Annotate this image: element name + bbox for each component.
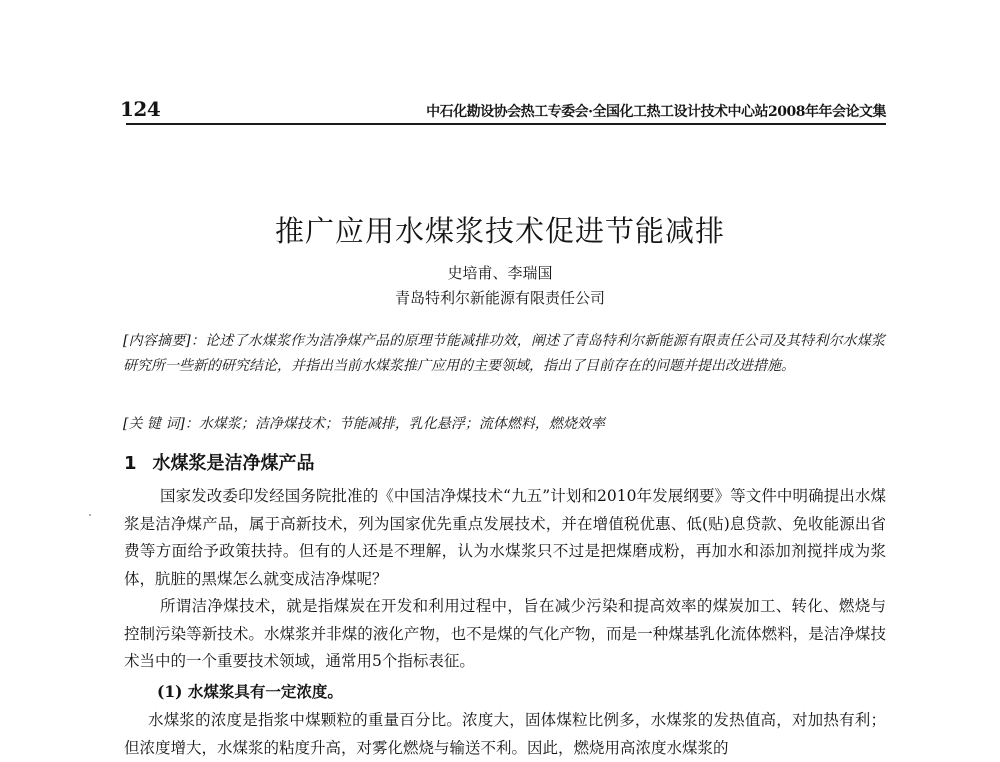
header-rule [126,123,886,125]
section-heading [124,449,315,475]
running-header: 中石化勘设协会热工专委会·全国化工热工设计技术中心站2008年年会论文集 [426,104,886,120]
affiliation: 青岛特利尔新能源有限责任公司 [394,289,605,307]
section-title: 水煤浆是洁净煤产品 [152,453,315,474]
article-title: 推广应用水煤浆技术促进节能减排 [274,214,725,248]
body-paragraph-3: 水煤浆的浓度是指浆中煤颗粒的重量百分比。浓度大，固体煤粒比例多，水煤浆的发热值高，对加热有利；但浓度增大，水煤浆的粘度升高，对雾化燃烧与输送不利。因此，燃烧用高浓度水煤浆的 [124,711,886,757]
authors: 史培甫、李瑞国 [447,264,553,282]
keywords-text: 水煤浆；洁净煤技术；节能减排，乳化悬浮；流体燃料，燃烧效率 [198,416,605,432]
body-paragraph-2: 所谓洁净煤技术，就是指煤炭在开发和利用过程中，旨在减少污染和提高效率的煤炭加工、转化、燃烧与控制污染等新技术。水煤浆并非煤的液化产物，也不是煤的气化产物，而是一种煤基乳化流体燃料，是洁净煤技术当中的一个重要技术领域，通常用5个指标表征。 [124,597,886,670]
section-number: 1 [124,453,137,474]
abstract-label: [内容摘要]： [123,333,206,349]
keywords-label: [关 键 词]： [123,416,199,432]
body-paragraph-1: 国家发改委印发经国务院批准的《中国洁净煤技术“九五”计划和2010年发展纲要》等文件中明确提出水煤浆是洁净煤产品，属于高新技术，列为国家优先重点发展技术，并在增值税优惠、低(贴)息贷款、免收能源出省费等方面给予政策扶持。但有的人还是不理解，认为水煤浆只不过是把煤磨成粉，再加水和添加剂搅拌成为浆体，肮脏的黑煤怎么就变成洁净煤呢？ [124,487,886,588]
abstract-text: 论述了水煤浆作为洁净煤产品的原理节能减排功效，阐述了青岛特利尔新能源有限责任公司及其特利尔水煤浆研究所一些新的研究结论，并指出当前水煤浆推广应用的主要领域，指出了目前存在的问题并提出改进措施。 [123,333,885,374]
page-number: 124 [120,97,161,121]
abstract [123,329,885,379]
subheading: (1) 水煤浆具有一定浓度。 [157,682,343,701]
margin-dot [89,514,91,516]
keywords [123,413,885,433]
